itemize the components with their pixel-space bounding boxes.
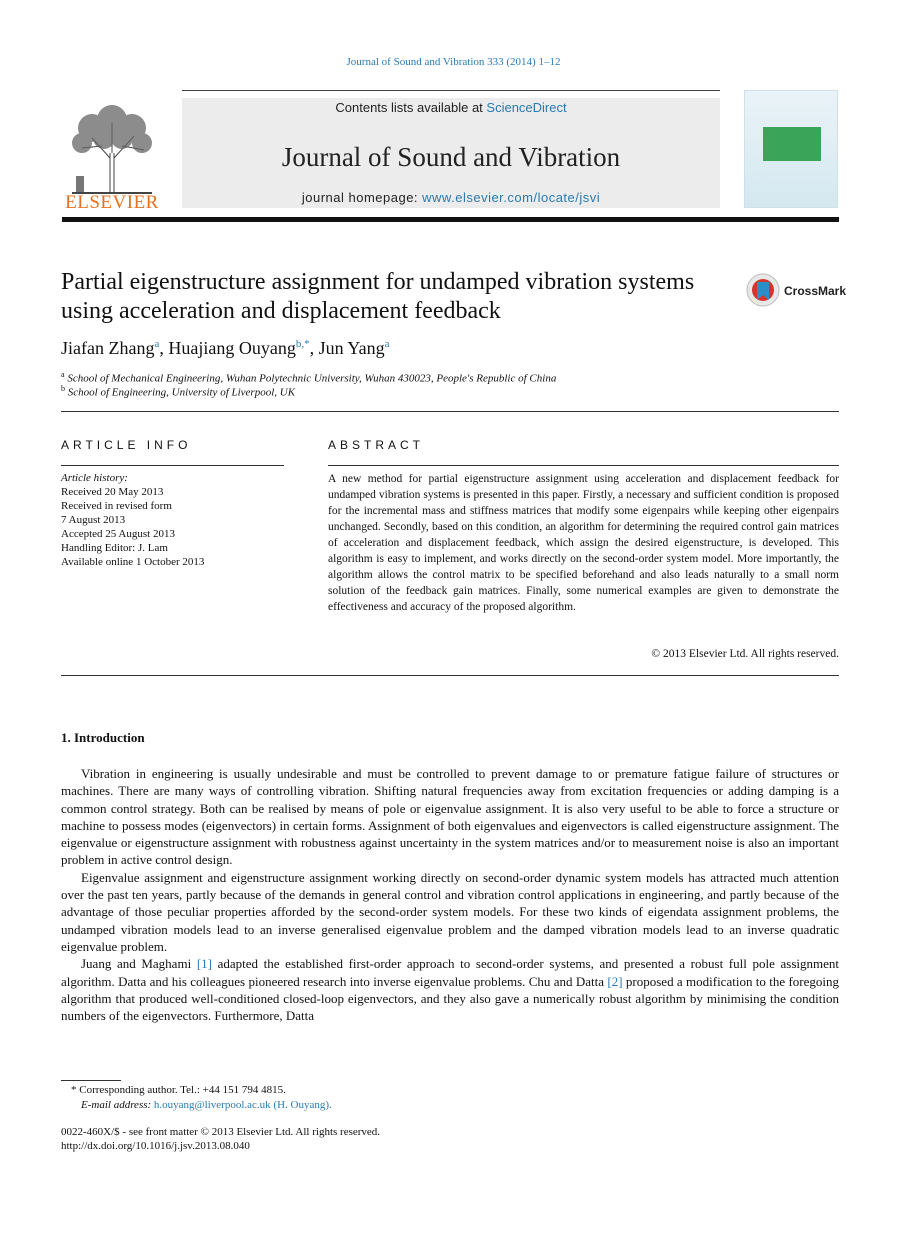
paragraph-text: proposed a modification to the foregoing algorithm that produced well-conditioned closed-loop eigenvectors, and they also gave a numerically robust algorithm by minimising the condition numbers of the eigenvectors. Furthermore, Datta bbox=[61, 973, 840, 1024]
masthead-rule bbox=[182, 90, 720, 91]
email-link[interactable]: h.ouyang@liverpool.ac.uk (H. Ouyang). bbox=[153, 1099, 332, 1111]
author-list bbox=[61, 338, 390, 359]
banner-divider bbox=[62, 217, 839, 222]
article-title: Partial eigenstructure assignment for undamped vibration systems using acceleration and displacement feedback bbox=[61, 269, 695, 324]
author-sup[interactable]: b,* bbox=[295, 338, 310, 350]
affiliation bbox=[61, 370, 556, 385]
abstract-heading: ABSTRACT bbox=[328, 438, 425, 452]
article-info-heading: ARTICLE INFO bbox=[61, 438, 192, 452]
homepage-line bbox=[182, 190, 720, 205]
history-item: Available online 1 October 2013 bbox=[61, 556, 205, 568]
history-item: Accepted 25 August 2013 bbox=[61, 528, 175, 540]
email-note bbox=[81, 1099, 859, 1111]
paragraph-text: Juang and Maghami bbox=[81, 956, 197, 972]
history-item: Received in revised form bbox=[61, 500, 172, 512]
author-separator: , bbox=[309, 338, 319, 358]
corresponding-author-note: * Corresponding author. Tel.: +44 151 794 4815. bbox=[71, 1084, 286, 1096]
journal-banner bbox=[62, 90, 839, 218]
homepage-prefix: journal homepage: bbox=[301, 190, 423, 205]
history-item: 7 August 2013 bbox=[61, 514, 126, 526]
section-heading-introduction: 1. Introduction bbox=[61, 730, 145, 745]
contents-line bbox=[182, 100, 720, 115]
journal-reference[interactable]: Journal of Sound and Vibration 333 (2014) 1–12 bbox=[346, 56, 561, 68]
homepage-link[interactable]: www.elsevier.com/locate/jsvi bbox=[422, 190, 601, 205]
article-history bbox=[61, 471, 284, 569]
abstract-rule bbox=[328, 465, 839, 466]
affiliation-text: School of Engineering, University of Liverpool, UK bbox=[67, 386, 296, 399]
crossmark-label[interactable]: CrossMark bbox=[784, 284, 847, 298]
body-paragraph: Vibration in engineering is usually undesirable and must be controlled to prevent damage to or premature fatigue failure of structures or machines. There are many ways of controlling vibration. Shifting natural frequencies away from excitation frequencies or adding damping is a common control strategy. Both can be realised by means of pole or eigenvalue assignment. It is also very useful to be able to force a structure or machine to possess modes (eigenvectors) in certain forms. Assignment of both eigenvalues and eigenvectors is called eigenstructure assignment. The eigenvalue or eigenstructure assignment with robustness against uncertainty in the system matrices and/or to measurement noise is also an important problem in active control design. bbox=[61, 766, 839, 868]
journal-masthead bbox=[182, 98, 720, 208]
email-label: E-mail address: bbox=[81, 1099, 154, 1111]
abstract-text: A new method for partial eigenstructure assignment using acceleration and displacement feedback for undamped vibration systems is presented in this paper. Firstly, a necessary and sufficient condition is proposed for the incremental mass and stiffness matrices that modify some eigenpairs while keeping other eigenpairs unchanged. Secondly, based on this condition, an algorithm for determining the required control gain matrices of acceleration and displacement feedback, which assign the desired eigenstructure, is developed. This algorithm is easy to implement, and works directly on the second-order system model. More importantly, the algorithm allows the control matrix to be specified beforehand and also leads naturally to a small norm solution of the feedback gain matrices. Finally, some numerical examples are given to demonstrate the effectiveness and accuracy of the proposed algorithm. bbox=[328, 473, 839, 613]
author-sup[interactable]: a bbox=[384, 338, 390, 350]
history-item: Received 20 May 2013 bbox=[61, 486, 164, 498]
sciencedirect-link[interactable]: ScienceDirect bbox=[486, 100, 567, 115]
elsevier-wordmark: ELSEVIER bbox=[65, 192, 159, 213]
body-paragraph: Eigenvalue assignment and eigenstructure assignment working directly on second-order dynamic system models has attracted much attention over the past ten years, partly because of the demands in general control and vibration control applications in engineering, and partly because of the advantage of those peculiar properties afforded by the second-order system models. For these two kinds of eigendata assignment problems, the undamped vibration models lead to an inverse generalised eigenvalue problem and the damped vibration models lead to an inverse quadratic eigenvalue problem. bbox=[61, 869, 839, 954]
contents-prefix: Contents lists available at bbox=[335, 100, 487, 115]
issn-note: 0022-460X/$ - see front matter © 2013 Elsevier Ltd. All rights reserved. bbox=[61, 1126, 381, 1138]
affiliation bbox=[61, 384, 295, 399]
journal-cover-thumbnail[interactable] bbox=[744, 90, 838, 208]
affiliation-sup: a bbox=[61, 370, 65, 379]
author-name[interactable]: Huajiang Ouyang bbox=[168, 338, 296, 358]
citation-link[interactable]: [2] bbox=[607, 973, 623, 989]
author-name[interactable]: Jun Yang bbox=[318, 338, 385, 358]
author-name[interactable]: Jiafan Zhang bbox=[61, 338, 155, 358]
abstract-copyright: © 2013 Elsevier Ltd. All rights reserved. bbox=[651, 648, 839, 660]
body-paragraph bbox=[61, 955, 839, 1024]
history-label: Article history: bbox=[61, 472, 128, 484]
footnote-rule bbox=[61, 1080, 121, 1081]
author-sup[interactable]: a bbox=[154, 338, 160, 350]
journal-title: Journal of Sound and Vibration bbox=[281, 142, 621, 172]
cover-title-box bbox=[763, 127, 821, 161]
header-rule bbox=[61, 411, 839, 412]
abstract-bottom-rule bbox=[61, 675, 839, 676]
history-item: Handling Editor: J. Lam bbox=[61, 542, 168, 554]
article-info-rule bbox=[61, 465, 284, 466]
paragraph-text: adapted the established first-order approach to second-order systems, and presented a robust full pole assignment algorithm. Datta and his colleagues pioneered research into inverse eigenvalue problems. Chu and Datta bbox=[61, 956, 839, 989]
doi-link[interactable]: http://dx.doi.org/10.1016/j.jsv.2013.08.040 bbox=[61, 1140, 250, 1152]
affiliation-text: School of Mechanical Engineering, Wuhan Polytechnic University, Wuhan 430023, People's Republic of China bbox=[67, 372, 557, 385]
introduction-body bbox=[61, 765, 839, 1024]
affiliation-sup: b bbox=[61, 384, 65, 393]
citation-link[interactable]: [1] bbox=[196, 956, 212, 972]
author-separator: , bbox=[159, 338, 169, 358]
